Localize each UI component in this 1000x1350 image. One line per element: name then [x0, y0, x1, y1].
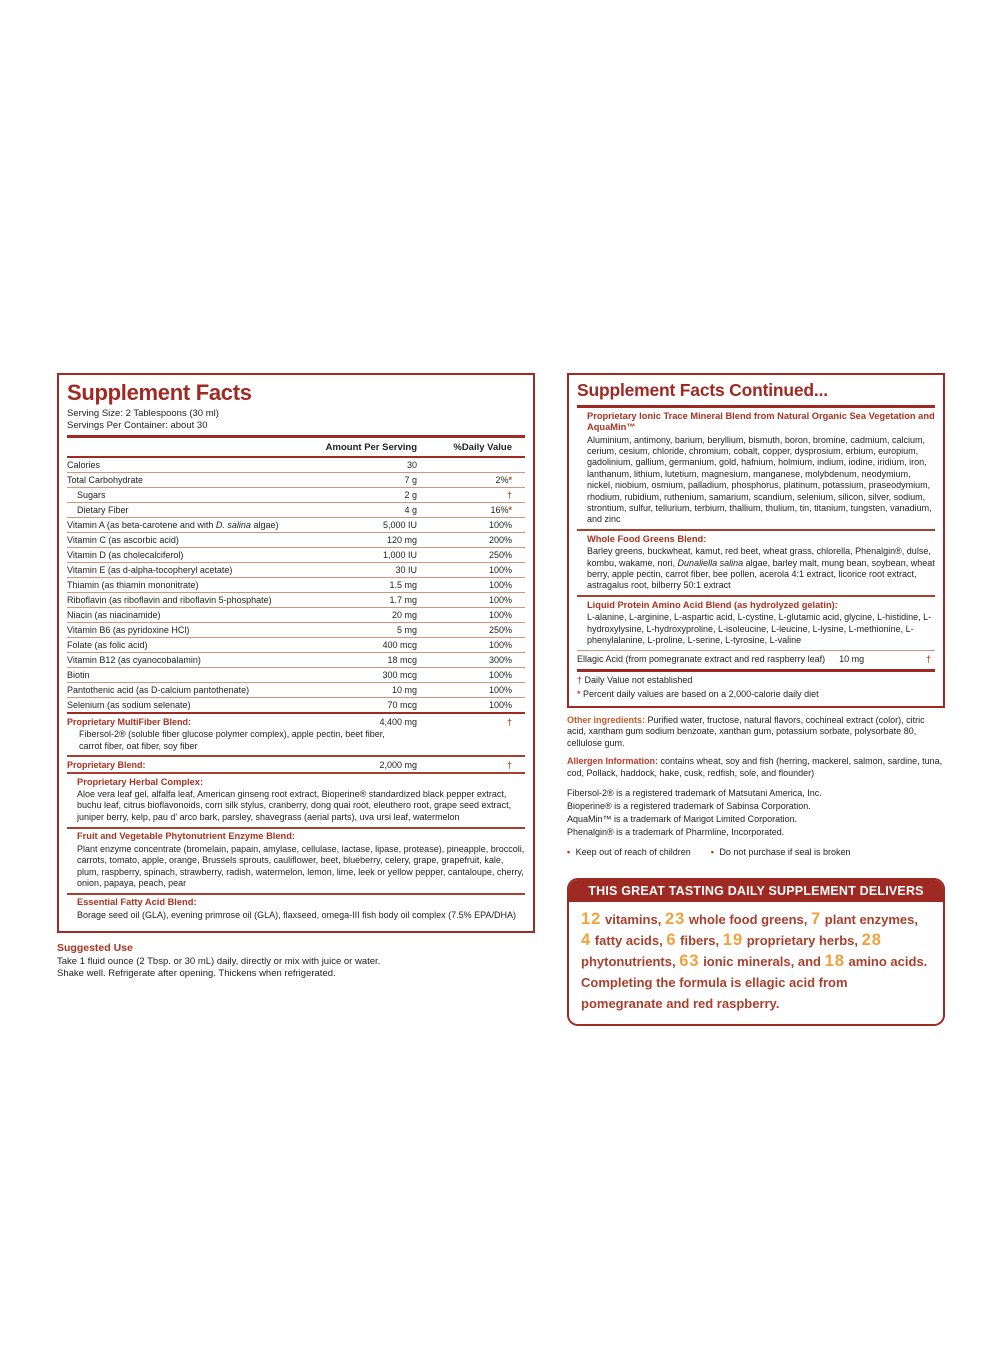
nutrient-dv: 100% [488, 564, 512, 575]
nutrient-amount: 5,000 IU [382, 519, 417, 530]
blend-row [67, 714, 525, 729]
table-row [67, 593, 525, 608]
banner-text: ionic minerals, and [699, 953, 825, 969]
ellagic-amount: 10 mg [839, 654, 865, 665]
nutrient-amount: 300 mcg [382, 669, 417, 680]
blend-subheader: Proprietary Herbal Complex: [77, 776, 204, 787]
divider [67, 827, 525, 829]
delivers-banner [567, 878, 945, 1026]
ellagic-name: Ellagic Acid (from pomegranate extract and red raspberry leaf) [577, 654, 826, 665]
ellagic-acid-row [577, 651, 935, 668]
footnotes [577, 674, 935, 700]
nutrient-dv: 300% [488, 654, 512, 665]
divider [577, 405, 935, 408]
table-row [67, 608, 525, 623]
supplement-facts-box [57, 373, 535, 933]
trademark-line: AquaMin™ is a trademark of Marigot Limited Corporation. [567, 813, 798, 824]
banner-number: 7 [810, 909, 822, 928]
nutrient-amount: 1.7 mg [389, 594, 417, 605]
panel-title-continued: Supplement Facts Continued... [577, 380, 828, 400]
nutrient-name: Dietary Fiber [77, 504, 129, 515]
ellagic-dagger: † [925, 654, 931, 665]
banner-text: fatty acids, [591, 932, 667, 948]
footnote: * Percent daily values are based on a 2,000-calorie daily diet [577, 688, 819, 699]
table-row [67, 533, 525, 548]
section-text: Barley greens, buckwheat, kamut, red beet, wheat grass, chlorella, Phenalgin®, dulse, kombu, wakame, nori, Dunaliella salina algae, barley malt, mung bean, soybean, wheat berry, apple pectin, carrot fiber, bee pollen, acerola 4:1 extract, licorice root extract, astragalus root, bilberry 50:1 extract [587, 546, 935, 591]
supplement-facts-continued-box [567, 373, 945, 708]
banner-number: 4 [581, 930, 592, 949]
divider [577, 669, 935, 672]
section-text: Aluminium, antimony, barium, beryllium, bismuth, boron, bromine, cadmium, calcium, cerium, cesium, chloride, chromium, cobalt, copper, dysprosium, erbium, europium, gadolinium, gallium, germanium, gold, hafnium, holmium, indium, iodine, iridium, iron, lanthanum, lithium, lutetium, magnesium, manganese, molybdenum, neodymium, nickel, niobium, osmium, palladium, phosphorus, platinum, potassium, praseodymium, rhodium, rubidium, ruthenium, samarium, scandium, selenium, silicon, silver, sodium, strontium, sulfur, tellurium, terbium, thallium, thulium, tin, titanium, tungsten, vanadium, and zinc [587, 434, 932, 525]
nutrient-amount: 1.5 mg [389, 579, 417, 590]
nutrient-amount: 30 IU [395, 564, 417, 575]
nutrient-dv: 250% [488, 624, 512, 635]
table-row [67, 563, 525, 578]
table-row [67, 638, 525, 653]
serving-size: Serving Size: 2 Tablespoons (30 ml) [67, 408, 219, 419]
column-amount-header: Amount Per Serving [325, 442, 417, 453]
divider [67, 893, 525, 895]
banner-text: plant enzymes, [821, 911, 918, 927]
servings-per-container: Servings Per Container: about 30 [67, 419, 208, 431]
other-ingredients [567, 715, 945, 750]
table-row [67, 548, 525, 563]
nutrient-amount: 1,000 IU [382, 549, 417, 560]
table-row [67, 683, 525, 698]
nutrient-dv: 100% [488, 594, 512, 605]
banner-title: THIS GREAT TASTING DAILY SUPPLEMENT DELIVERS [569, 880, 943, 902]
allergen-text: contains wheat, soy and fish (herring, mackerel, salmon, sardine, tuna, cod, Pollack, haddock, hake, cusk, redfish, sole, and flounder) [567, 756, 943, 778]
blend-dagger: † [506, 759, 512, 770]
blend-text: Aloe vera leaf gel, alfalfa leaf, American ginseng root extract, Bioperine® standardized black pepper extract, buchu leaf, citrus bioflavonoids, corn silk stylus, cranberry, dong quai root, eleuthero root, grape seed extract, juniper berry, kelp, pau d' arco bark, parsley, shavegrass (aerial parts), uva ursi leaf, watermelon [77, 789, 512, 822]
banner-text: proprietary herbs, [743, 932, 862, 948]
warning-item: • Do not purchase if seal is broken [710, 846, 851, 857]
column-dv-header: %Daily Value [453, 442, 512, 453]
table-row [67, 698, 525, 712]
table-header-row [67, 438, 525, 456]
blend-amount: 4,400 mg [379, 716, 417, 727]
nutrient-dv: 100% [488, 609, 512, 620]
table-row [67, 623, 525, 638]
banner-number: 63 [679, 951, 700, 970]
suggested-use [57, 942, 535, 981]
banner-text: fibers, [676, 932, 723, 948]
suggested-use-title: Suggested Use [57, 941, 133, 954]
nutrient-rows [67, 458, 525, 712]
allergen-label: Allergen Information: [567, 756, 659, 767]
divider [577, 529, 935, 531]
suggested-use-lines [57, 956, 535, 981]
trademark-line: Phenalgin® is a trademark of Pharmline, Incorporated. [567, 826, 785, 837]
banner-number: 18 [824, 951, 845, 970]
banner-text: amino acids. Completing the formula is ellagic acid from pomegranate and red raspberry. [581, 953, 928, 1011]
suggested-use-line: Shake well. Refrigerate after opening. Thickens when refrigerated. [57, 968, 336, 980]
allergen-information [567, 756, 945, 779]
nutrient-amount: 2 g [404, 489, 417, 500]
nutrient-name: Selenium (as sodium selenate) [67, 699, 191, 710]
nutrient-name: Sugars [77, 489, 106, 500]
nutrient-amount: 30 [406, 459, 417, 470]
banner-text: phytonutrients, [581, 953, 680, 969]
nutrient-name: Total Carbohydrate [67, 474, 144, 485]
nutrient-name: Vitamin C (as ascorbic acid) [67, 534, 179, 545]
supplement-facts-panel [57, 373, 535, 981]
panel-title: Supplement Facts [67, 380, 252, 405]
nutrient-dv: 200% [488, 534, 512, 545]
nutrient-dv: 100% [488, 639, 512, 650]
warning-item: • Keep out of reach of children [567, 846, 691, 857]
nutrient-amount: 7 g [404, 474, 417, 485]
nutrient-name: Vitamin D (as cholecalciferol) [67, 549, 184, 560]
table-row [67, 473, 525, 488]
banner-number: 23 [664, 909, 686, 928]
blend-subheader: Essential Fatty Acid Blend: [77, 897, 197, 908]
banner-number: 28 [861, 930, 882, 949]
bullet-icon: • [710, 846, 714, 857]
blend-amount: 2,000 mg [379, 759, 417, 770]
nutrient-dv: 100% [488, 669, 512, 680]
blend-text: Plant enzyme concentrate (bromelain, papain, amylase, cellulase, lactase, lipase, protease), pineapple, broccoli, carrots, tomato, apple, orange, Brussels sprouts, cauliflower, beet, blueberry, celery, grape, grapefruit, kale, plum, raspberry, spinach, strawberry, radish, watermelon, lemon, lime, leek or yellow pepper, cantaloupe, cherry, onion, papaya, peach, pear [77, 843, 525, 888]
nutrient-dv: 100% [488, 684, 512, 695]
banner-number: 6 [666, 930, 677, 949]
banner-number: 12 [581, 909, 602, 928]
nutrient-amount: 120 mg [386, 534, 417, 545]
nutrient-name: Calories [67, 459, 101, 470]
trademark-line: Fibersol-2® is a registered trademark of Matsutani America, Inc. [567, 787, 822, 798]
trademark-line: Bioperine® is a registered trademark of Sabinsa Corporation. [567, 800, 811, 811]
supplement-facts-continued-panel [567, 373, 945, 1026]
warnings [567, 847, 945, 857]
nutrient-name: Niacin (as niacinamide) [67, 609, 161, 620]
banner-text: vitamins, [601, 911, 665, 927]
nutrient-dv: 100% [488, 519, 512, 530]
nutrient-amount: 70 mcg [387, 699, 417, 710]
nutrient-dv: † [506, 489, 512, 500]
suggested-use-line: Take 1 fluid ounce (2 Tbsp. or 30 mL) daily, directly or mix with juice or water. [57, 955, 381, 967]
table-row [67, 503, 525, 518]
nutrient-dv: 100% [488, 579, 512, 590]
blend-detail: Fibersol-2® (soluble fiber glucose polymer complex), apple pectin, beet fiber, carrot fiber, oat fiber, soy fiber [79, 729, 385, 751]
divider [577, 595, 935, 597]
nutrient-amount: 4 g [404, 504, 417, 515]
banner-text: whole food greens, [685, 911, 811, 927]
nutrient-dv: 2%* [495, 474, 512, 485]
nutrient-name: Vitamin B12 (as cyanocobalamin) [67, 654, 201, 665]
section-header: Proprietary Ionic Trace Mineral Blend from Natural Organic Sea Vegetation and AquaMin™ [587, 410, 935, 432]
nutrient-amount: 10 mg [391, 684, 417, 695]
other-ingredients-text: Purified water, fructose, natural flavors, cochineal extract (color), citric acid, xantham gum sodium benzoate, xanthan gum, potassium sorbate, polysorbate 80, cellulose gum. [567, 714, 925, 748]
asterisk: * [508, 474, 512, 485]
nutrient-dv: 250% [488, 549, 512, 560]
nutrient-name: Vitamin E (as d-alpha-tocopheryl acetate) [67, 564, 233, 575]
footnote-symbol: † [577, 674, 583, 685]
nutrient-name: Folate (as folic acid) [67, 639, 148, 650]
section-header: Liquid Protein Amino Acid Blend (as hydrolyzed gelatin): [587, 599, 838, 610]
nutrient-dv: 16%* [490, 504, 512, 515]
nutrient-name: Vitamin B6 (as pyridoxine HCl) [67, 624, 190, 635]
banner-body [569, 902, 943, 1024]
footnote: † Daily Value not established [577, 674, 693, 685]
table-row [67, 518, 525, 533]
blend-name: Proprietary MultiFiber Blend: [67, 716, 192, 727]
bullet-icon: • [567, 846, 571, 857]
nutrient-amount: 5 mg [396, 624, 417, 635]
right-sections [577, 411, 935, 647]
blend-dagger: † [506, 716, 512, 727]
section-text: L-alanine, L-arginine, L-aspartic acid, L-cystine, L-glutamic acid, glycine, L-histidine, L-hydroxylysine, L-hydroxyproline, L-isoleucine, L-leucine, L-lysine, L-methionine, L-phenylalanine, L-proline, L-serine, L-tyrosine, L-valine [587, 612, 932, 646]
blend-section [67, 714, 525, 921]
nutrient-amount: 18 mcg [387, 654, 417, 665]
blend-row [67, 757, 525, 772]
nutrient-amount: 400 mcg [382, 639, 417, 650]
blend-text: Borage seed oil (GLA), evening primrose oil (GLA), flaxseed, omega-III fish body oil complex (7.5% EPA/DHA) [77, 909, 517, 920]
table-row [67, 458, 525, 473]
nutrient-name: Vitamin A (as beta-carotene and with D. salina algae) [67, 519, 279, 530]
table-row [67, 653, 525, 668]
banner-number: 19 [722, 930, 744, 949]
section-header: Whole Food Greens Blend: [587, 533, 707, 544]
asterisk: * [508, 504, 512, 515]
nutrient-name: Pantothenic acid (as D-calcium pantothenate) [67, 684, 250, 695]
table-row [67, 578, 525, 593]
nutrient-name: Thiamin (as thiamin mononitrate) [67, 579, 199, 590]
table-row [67, 488, 525, 503]
divider [67, 772, 525, 774]
nutrient-name: Biotin [67, 669, 90, 680]
blend-name: Proprietary Blend: [67, 759, 146, 770]
trademark-lines [567, 787, 945, 839]
nutrient-amount: 20 mg [391, 609, 417, 620]
footnote-symbol: * [577, 688, 581, 699]
other-ingredients-label: Other ingredients: [567, 714, 646, 725]
table-row [67, 668, 525, 683]
blend-subheader: Fruit and Vegetable Phytonutrient Enzyme Blend: [77, 831, 295, 842]
nutrient-name: Riboflavin (as riboflavin and riboflavin 5-phosphate) [67, 594, 272, 605]
nutrient-dv: 100% [488, 699, 512, 710]
